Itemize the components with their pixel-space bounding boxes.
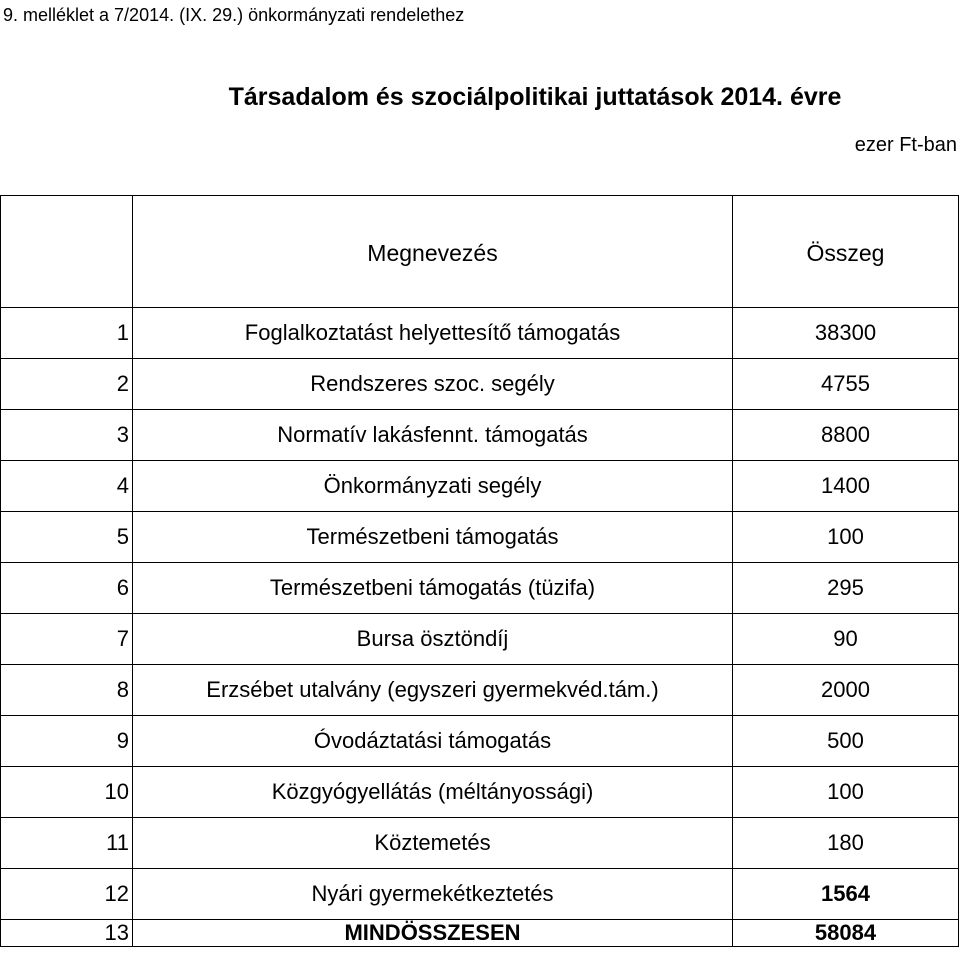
- header-name: Megnevezés: [133, 196, 733, 308]
- row-name: Természetbeni támogatás: [133, 512, 733, 563]
- table-row: [1, 461, 959, 512]
- row-number: 8: [1, 665, 133, 716]
- row-number: 4: [1, 461, 133, 512]
- row-name: Foglalkoztatást helyettesítő támogatás: [133, 308, 733, 359]
- table-row: [1, 818, 959, 869]
- row-name: Önkormányzati segély: [133, 461, 733, 512]
- row-amount: 2000: [733, 665, 959, 716]
- row-name: Óvodáztatási támogatás: [133, 716, 733, 767]
- total-label: MINDÖSSZESEN: [133, 920, 733, 947]
- row-name: Erzsébet utalvány (egyszeri gyermekvéd.tám.): [133, 665, 733, 716]
- table-row: [1, 512, 959, 563]
- table-header-row: [1, 196, 959, 308]
- row-amount: 100: [733, 512, 959, 563]
- row-name: Rendszeres szoc. segély: [133, 359, 733, 410]
- row-number: 6: [1, 563, 133, 614]
- total-row: [1, 920, 959, 947]
- row-name: Normatív lakásfennt. támogatás: [133, 410, 733, 461]
- table-row: [1, 767, 959, 818]
- row-amount: 100: [733, 767, 959, 818]
- row-name: Közgyógyellátás (méltányossági): [133, 767, 733, 818]
- row-number: 10: [1, 767, 133, 818]
- table-row: [1, 410, 959, 461]
- benefits-table: [0, 195, 959, 947]
- row-number: 3: [1, 410, 133, 461]
- table-row: [1, 665, 959, 716]
- row-amount: 90: [733, 614, 959, 665]
- table-row: [1, 614, 959, 665]
- row-name: Természetbeni támogatás (tüzifa): [133, 563, 733, 614]
- row-number: 13: [1, 920, 133, 947]
- row-name: Bursa ösztöndíj: [133, 614, 733, 665]
- row-amount: 500: [733, 716, 959, 767]
- table-row: [1, 359, 959, 410]
- row-number: 12: [1, 869, 133, 920]
- unit-label: ezer Ft-ban: [854, 134, 957, 156]
- table-row: [1, 869, 959, 920]
- row-amount: 1400: [733, 461, 959, 512]
- row-name: Köztemetés: [133, 818, 733, 869]
- decree-reference: 9. melléklet a 7/2014. (IX. 29.) önkormányzati rendelethez: [3, 5, 465, 25]
- row-number: 1: [1, 308, 133, 359]
- row-amount: 4755: [733, 359, 959, 410]
- row-number: 7: [1, 614, 133, 665]
- row-number: 11: [1, 818, 133, 869]
- table-row: [1, 563, 959, 614]
- row-number: 5: [1, 512, 133, 563]
- row-amount: 8800: [733, 410, 959, 461]
- row-number: 2: [1, 359, 133, 410]
- table-row: [1, 716, 959, 767]
- total-amount: 58084: [733, 920, 959, 947]
- row-amount: 1564: [733, 869, 959, 920]
- row-name: Nyári gyermekétkeztetés: [133, 869, 733, 920]
- row-number: 9: [1, 716, 133, 767]
- row-amount: 180: [733, 818, 959, 869]
- header-amount: Összeg: [733, 196, 959, 308]
- table-row: [1, 308, 959, 359]
- row-amount: 38300: [733, 308, 959, 359]
- header-number: [1, 196, 133, 308]
- document-title: Társadalom és szociálpolitikai juttatások 2014. évre: [228, 83, 842, 111]
- row-amount: 295: [733, 563, 959, 614]
